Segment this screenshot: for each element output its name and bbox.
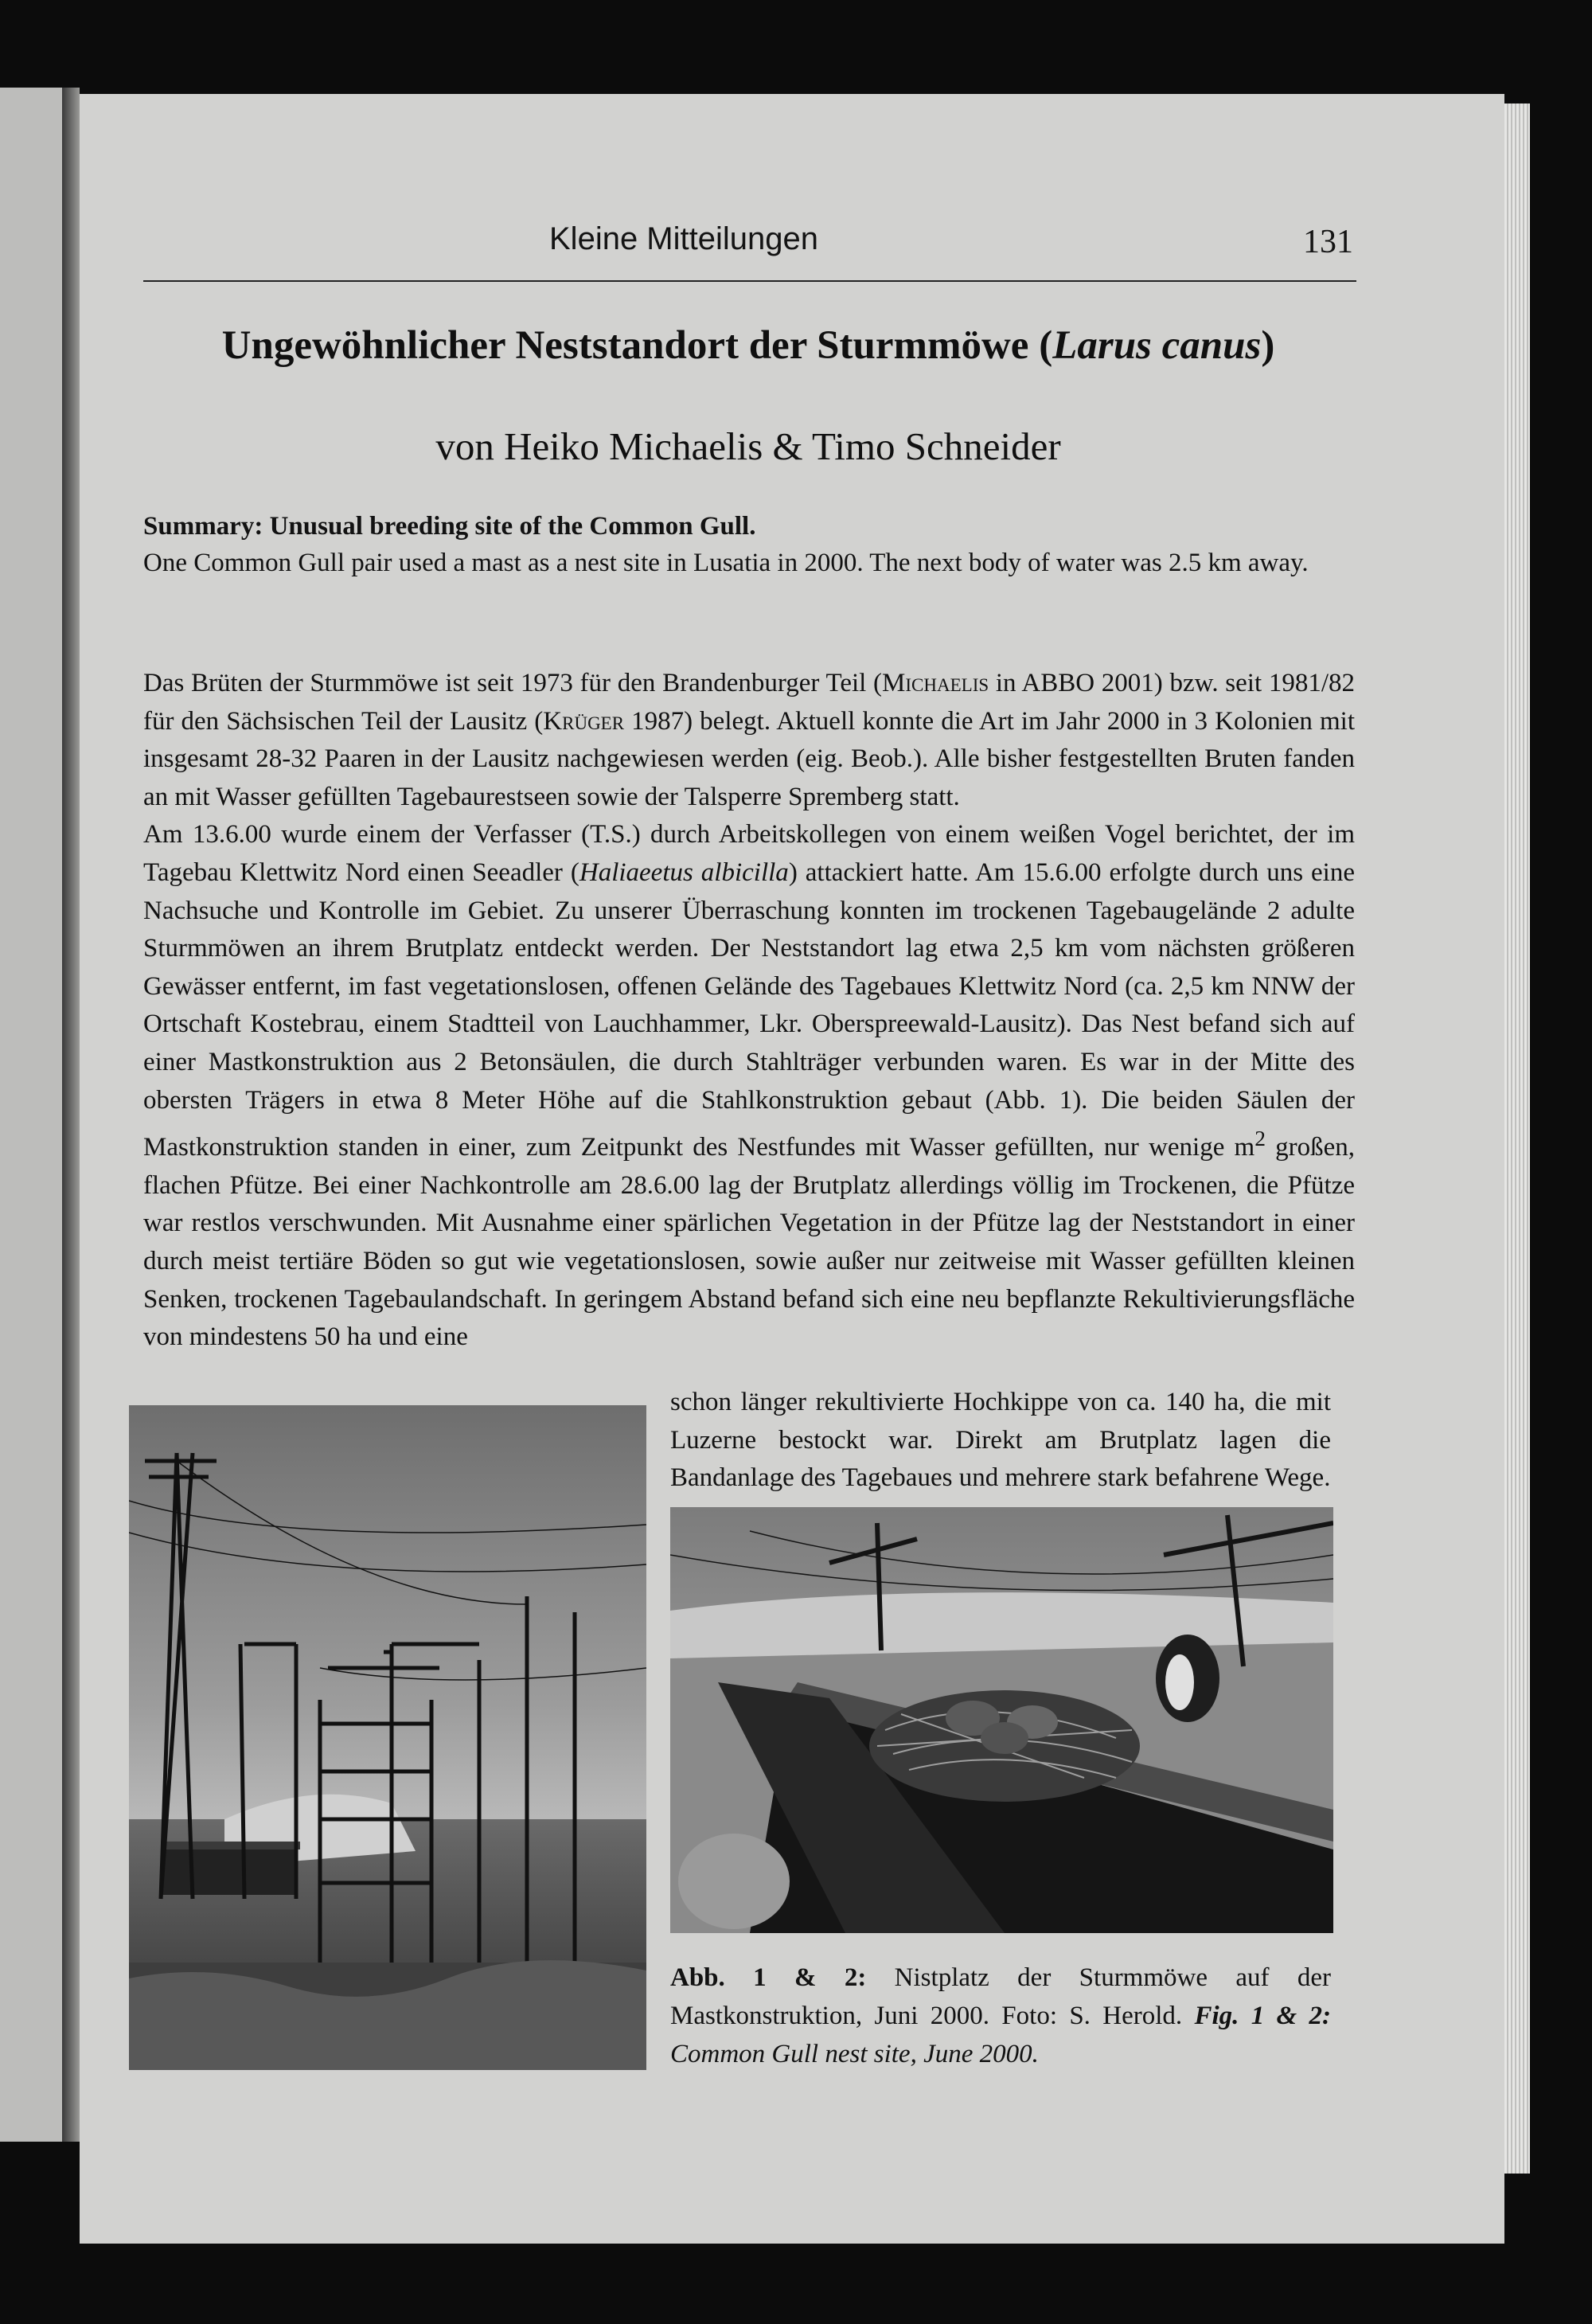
para2-text-b: ) attackiert hatte. Am 15.6.00 erfolgte durch uns eine Nachsuche und Kontrolle im Gebiet. Zu unserer Überraschung konnten im trockenen Tagebaugelände 2 adulte Sturmmöwen an ihrem Brutplatz entdeckt werden. Der Neststandort lag etwa 2,5 km vom nächsten größeren Gewässer entfernt, im fast vegetationslosen, offenen Gelände des Tagebaues Klettwitz Nord (ca. 2,5 km NNW der Ortschaft Kostebrau, einem Stadtteil von Lauchhammer, Lkr. Oberspreewald-Lausitz). Das Nest befand sich auf einer Mastkonstruktion aus 2 Betonsäulen, die durch Stahlträger verbunden waren. Es war in der Mitte des obersten Trägers in etwa 8 Meter Höhe auf die Stahlkonstruktion gebaut (Abb. 1). Die beiden Säulen der Mastkonstruktion standen in einer, zum Zeitpunkt des Nestfundes mit Wasser gefüllten, nur wenige m (143, 857, 1355, 1162)
page-number: 131 (1303, 224, 1353, 260)
caption-en-text: Common Gull nest site, June 2000. (670, 2040, 1039, 2068)
para2-text-a: Am 13.6.00 wurde einem der Verfasser (T.S.) durch Arbeitskollegen von einem weißen Vogel berichtet, der im Tagebau Klettwitz Nord einen Seeadler ( (143, 820, 1355, 887)
para1-text-a: Das Brüten der Sturmmöwe ist seit 1973 für den Brandenburger Teil ( (143, 669, 883, 697)
summary-text: One Common Gull pair used a mast as a nest site in Lusatia in 2000. The next body of water was 2.5 km away. (143, 549, 1309, 577)
photo-mast-landscape (129, 1405, 646, 2070)
para1-text-c: 1987) belegt. Aktuell konnte die Art im Jahr 2000 in 3 Kolonien mit insgesamt 28-32 Paaren in der Lausitz nachgewiesen werden (eig. Beob.). Alle bisher festgestellten Bruten fanden an mit Wasser gefüllten Tagebaurestseen sowie der Talsperre Spremberg statt. (143, 706, 1355, 811)
superscript: 2 (1254, 1126, 1266, 1151)
page-edges (1504, 104, 1530, 2174)
species-name: Haliaeetus albicilla (579, 857, 789, 887)
caption-label: Abb. 1 & 2: (670, 1963, 867, 1992)
para1-text-b: in ABBO 2001) bzw. seit 1981/82 für den Sächsischen Teil der Lausitz ( (143, 669, 1355, 736)
article-title (143, 322, 1353, 369)
caption-text: Nistplatz der Sturmmöwe auf der Mastkonstruktion, Juni 2000. Foto: S. Herold. (670, 1963, 1331, 2030)
figure-caption (670, 1959, 1331, 2073)
para2-text-c: großen, flachen Pfütze. Bei einer Nachkontrolle am 28.6.00 lag der Brutplatz allerdings völlig im Trockenen, die Pfütze war restlos verschwunden. Mit Ausnahme einer spärlichen Vegetation in der Pfütze lag der Neststandort in einer durch meist tertiäre Böden so gut wie vegetationslosen, sowie außer nur zeitweise mit Wasser gefüllten kleinen Senken, trockenen Tagebaulandschaft. In geringem Abstand befand sich eine neu bepflanzte Rekultivierungsfläche von mindestens 50 ha und eine (143, 1133, 1355, 1352)
header-rule (143, 280, 1356, 282)
book-spine (0, 88, 62, 2142)
title-close: ) (1261, 323, 1275, 368)
article-body (143, 665, 1355, 1357)
summary-heading: Summary: Unusual breeding site of the Common Gull. (143, 512, 756, 541)
title-species: Larus canus (1052, 323, 1262, 368)
section-title: Kleine Mitteilungen (549, 221, 818, 256)
citation-krueger: Krüger (543, 706, 625, 736)
running-head (143, 213, 1353, 269)
summary-block (143, 508, 1353, 581)
photo-nest-closeup (670, 1507, 1333, 1933)
citation-michaelis: Michaelis (882, 669, 989, 697)
paragraph-1 (143, 665, 1355, 816)
book-gutter-shadow (62, 88, 80, 2142)
title-main: Ungewöhnlicher Neststandort der Sturmmöwe ( (221, 323, 1053, 368)
paragraph-2-continuation: schon länger rekultivierte Hochkippe von ca. 140 ha, die mit Luzerne bestockt war. Direkt am Brutplatz lagen die Bandanlage des Tagebaues und mehrere stark befahrene Wege. (670, 1388, 1331, 1493)
article-authors: von Heiko Michaelis & Timo Schneider (435, 424, 1061, 468)
caption-en-label: Fig. 1 & 2: (1194, 2002, 1331, 2030)
paragraph-2 (143, 816, 1355, 1356)
